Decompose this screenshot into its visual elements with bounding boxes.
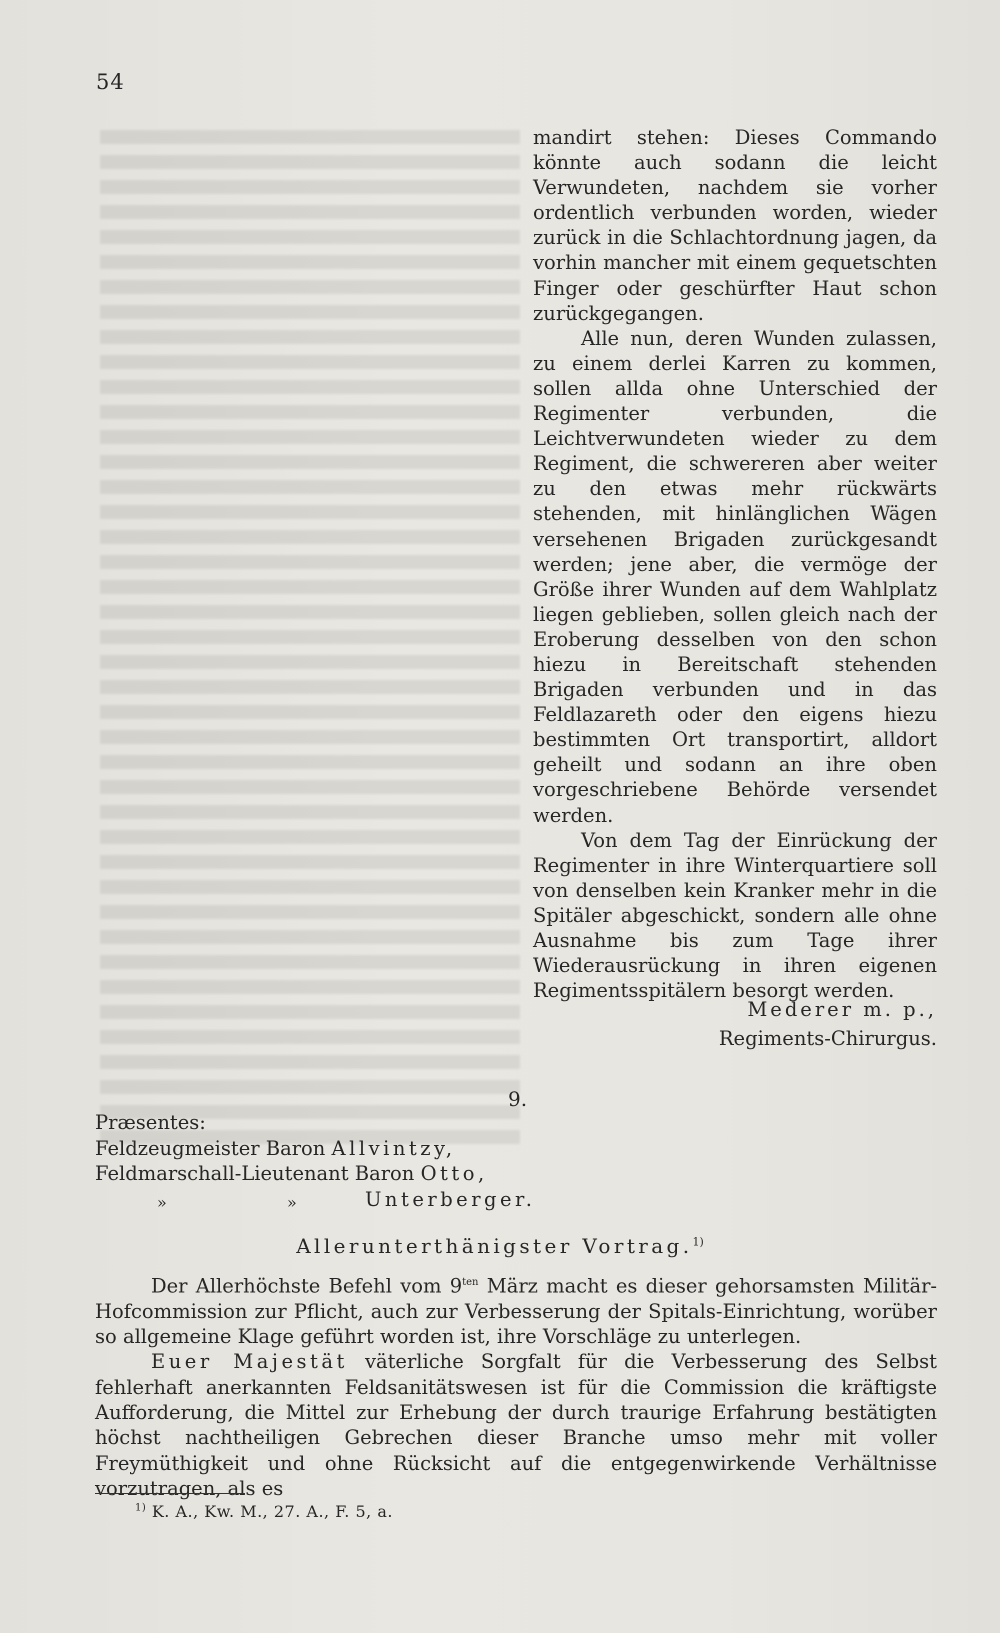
presentes-label: Præsentes:: [95, 1111, 206, 1134]
present-rank-2: Feldmarschall-Lieutenant Baron: [95, 1162, 421, 1185]
signature-name: Mederer m. p.,: [747, 998, 937, 1021]
signature-title: Regiments-Chirurgus.: [718, 1027, 937, 1050]
heading-text: Allerunterthänigster Vortrag.: [296, 1234, 693, 1258]
ditto-mark-2: »: [287, 1192, 297, 1212]
footnote-rule: [95, 1493, 245, 1494]
right-paragraph-2: Alle nun, deren Wunden zulassen, zu einem derlei Karren zu kommen, sollen allda ohne Unterschied der Regimenter verbunden, die Leichtverwundeten wieder zu dem Regiment, die schwereren aber weiter zu den etwas mehr rückwärts stehenden, mit hinlänglichen Wägen versehenen Brigaden zurückgesandt werden; jene aber, die vermöge der Größe ihrer Wunden auf dem Wahlplatz liegen geblieben, sollen gleich nach der Eroberung desselben von den schon hiezu in Bereitschaft stehenden Brigaden verbunden und in das Feldlazareth oder den eigens hiezu bestimmten Ort transportirt, alldort geheilt und sodann an ihre oben vorgeschriebene Behörde versendet werden.: [533, 326, 937, 827]
main-p1-end: März macht es dieser gehorsamsten Militär-Hofcommission zur Pflicht, auch zur Verbesserung der Spitals-Einrichtung, worüber so allgemeine Klage geführt worden ist, ihre Vorschläge zu unterlegen.: [95, 1274, 937, 1349]
page-number: 54: [96, 70, 125, 94]
right-paragraph-3: Von dem Tag der Einrückung der Regimenter in ihre Winterquartiere soll von denselben kein Kranker mehr in die Spitäler abgeschickt, sondern alle ohne Ausnahme bis zum Tage ihrer Wiederausrückung in ihren eigenen Regimentsspitälern besorgt werden.: [533, 828, 937, 1003]
present-line-2: [95, 1161, 488, 1187]
section-heading: [0, 1234, 1000, 1258]
right-column-text: [533, 125, 937, 1003]
present-name-2: Otto,: [420, 1162, 488, 1185]
presentes-block: [95, 1110, 536, 1212]
main-p2-address: Euer Majestät: [151, 1350, 348, 1374]
footnote: [135, 1502, 393, 1521]
right-paragraph-1: mandirt stehen: Dieses Commando könnte auch sodann die leicht Verwundeten, nachdem sie vorher ordentlich verbunden worden, wieder zurück in die Schlachtordnung jagen, da vorhin mancher mit einem gequetschten Finger oder geschürfter Haut schon zurückgegangen.: [533, 126, 937, 325]
footnote-text: K. A., Kw. M., 27. A., F. 5, a.: [146, 1502, 393, 1521]
heading-footnote-ref: 1): [692, 1235, 704, 1249]
ditto-mark-1: »: [157, 1192, 167, 1212]
main-body-text: [95, 1270, 937, 1501]
main-p1-sup: ten: [462, 1277, 479, 1288]
present-line-1: [95, 1136, 488, 1162]
present-line-3: [95, 1187, 536, 1213]
footnote-marker: 1): [135, 1502, 147, 1514]
main-p2-body: väterliche Sorgfalt für die Verbesserung des Selbst fehlerhaft anerkannten Feldsanitätswesen ist für die Commission die kräftigste Aufforderung, die Mittel zur Erhebung der durch traurige Erfahrung bestätigten höchst nachtheiligen Gebrechen dieser Branche umso mehr mit voller Freymüthigkeit und ohne Rücksicht auf die entgegenwirkende Verhältnisse vorzutragen, als es: [95, 1350, 937, 1500]
main-paragraph-1: [95, 1270, 937, 1349]
main-p1-start: Der Allerhöchste Befehl vom 9: [151, 1274, 463, 1298]
main-paragraph-2: [95, 1349, 937, 1501]
signature-block: [719, 995, 937, 1053]
bleed-through-shadow: [100, 130, 520, 1150]
present-rank-1: Feldzeugmeister Baron: [95, 1136, 332, 1160]
section-number: 9.: [508, 1087, 528, 1111]
present-name-1: Allvintzy,: [331, 1136, 456, 1160]
present-name-3: Unterberger.: [365, 1187, 536, 1211]
